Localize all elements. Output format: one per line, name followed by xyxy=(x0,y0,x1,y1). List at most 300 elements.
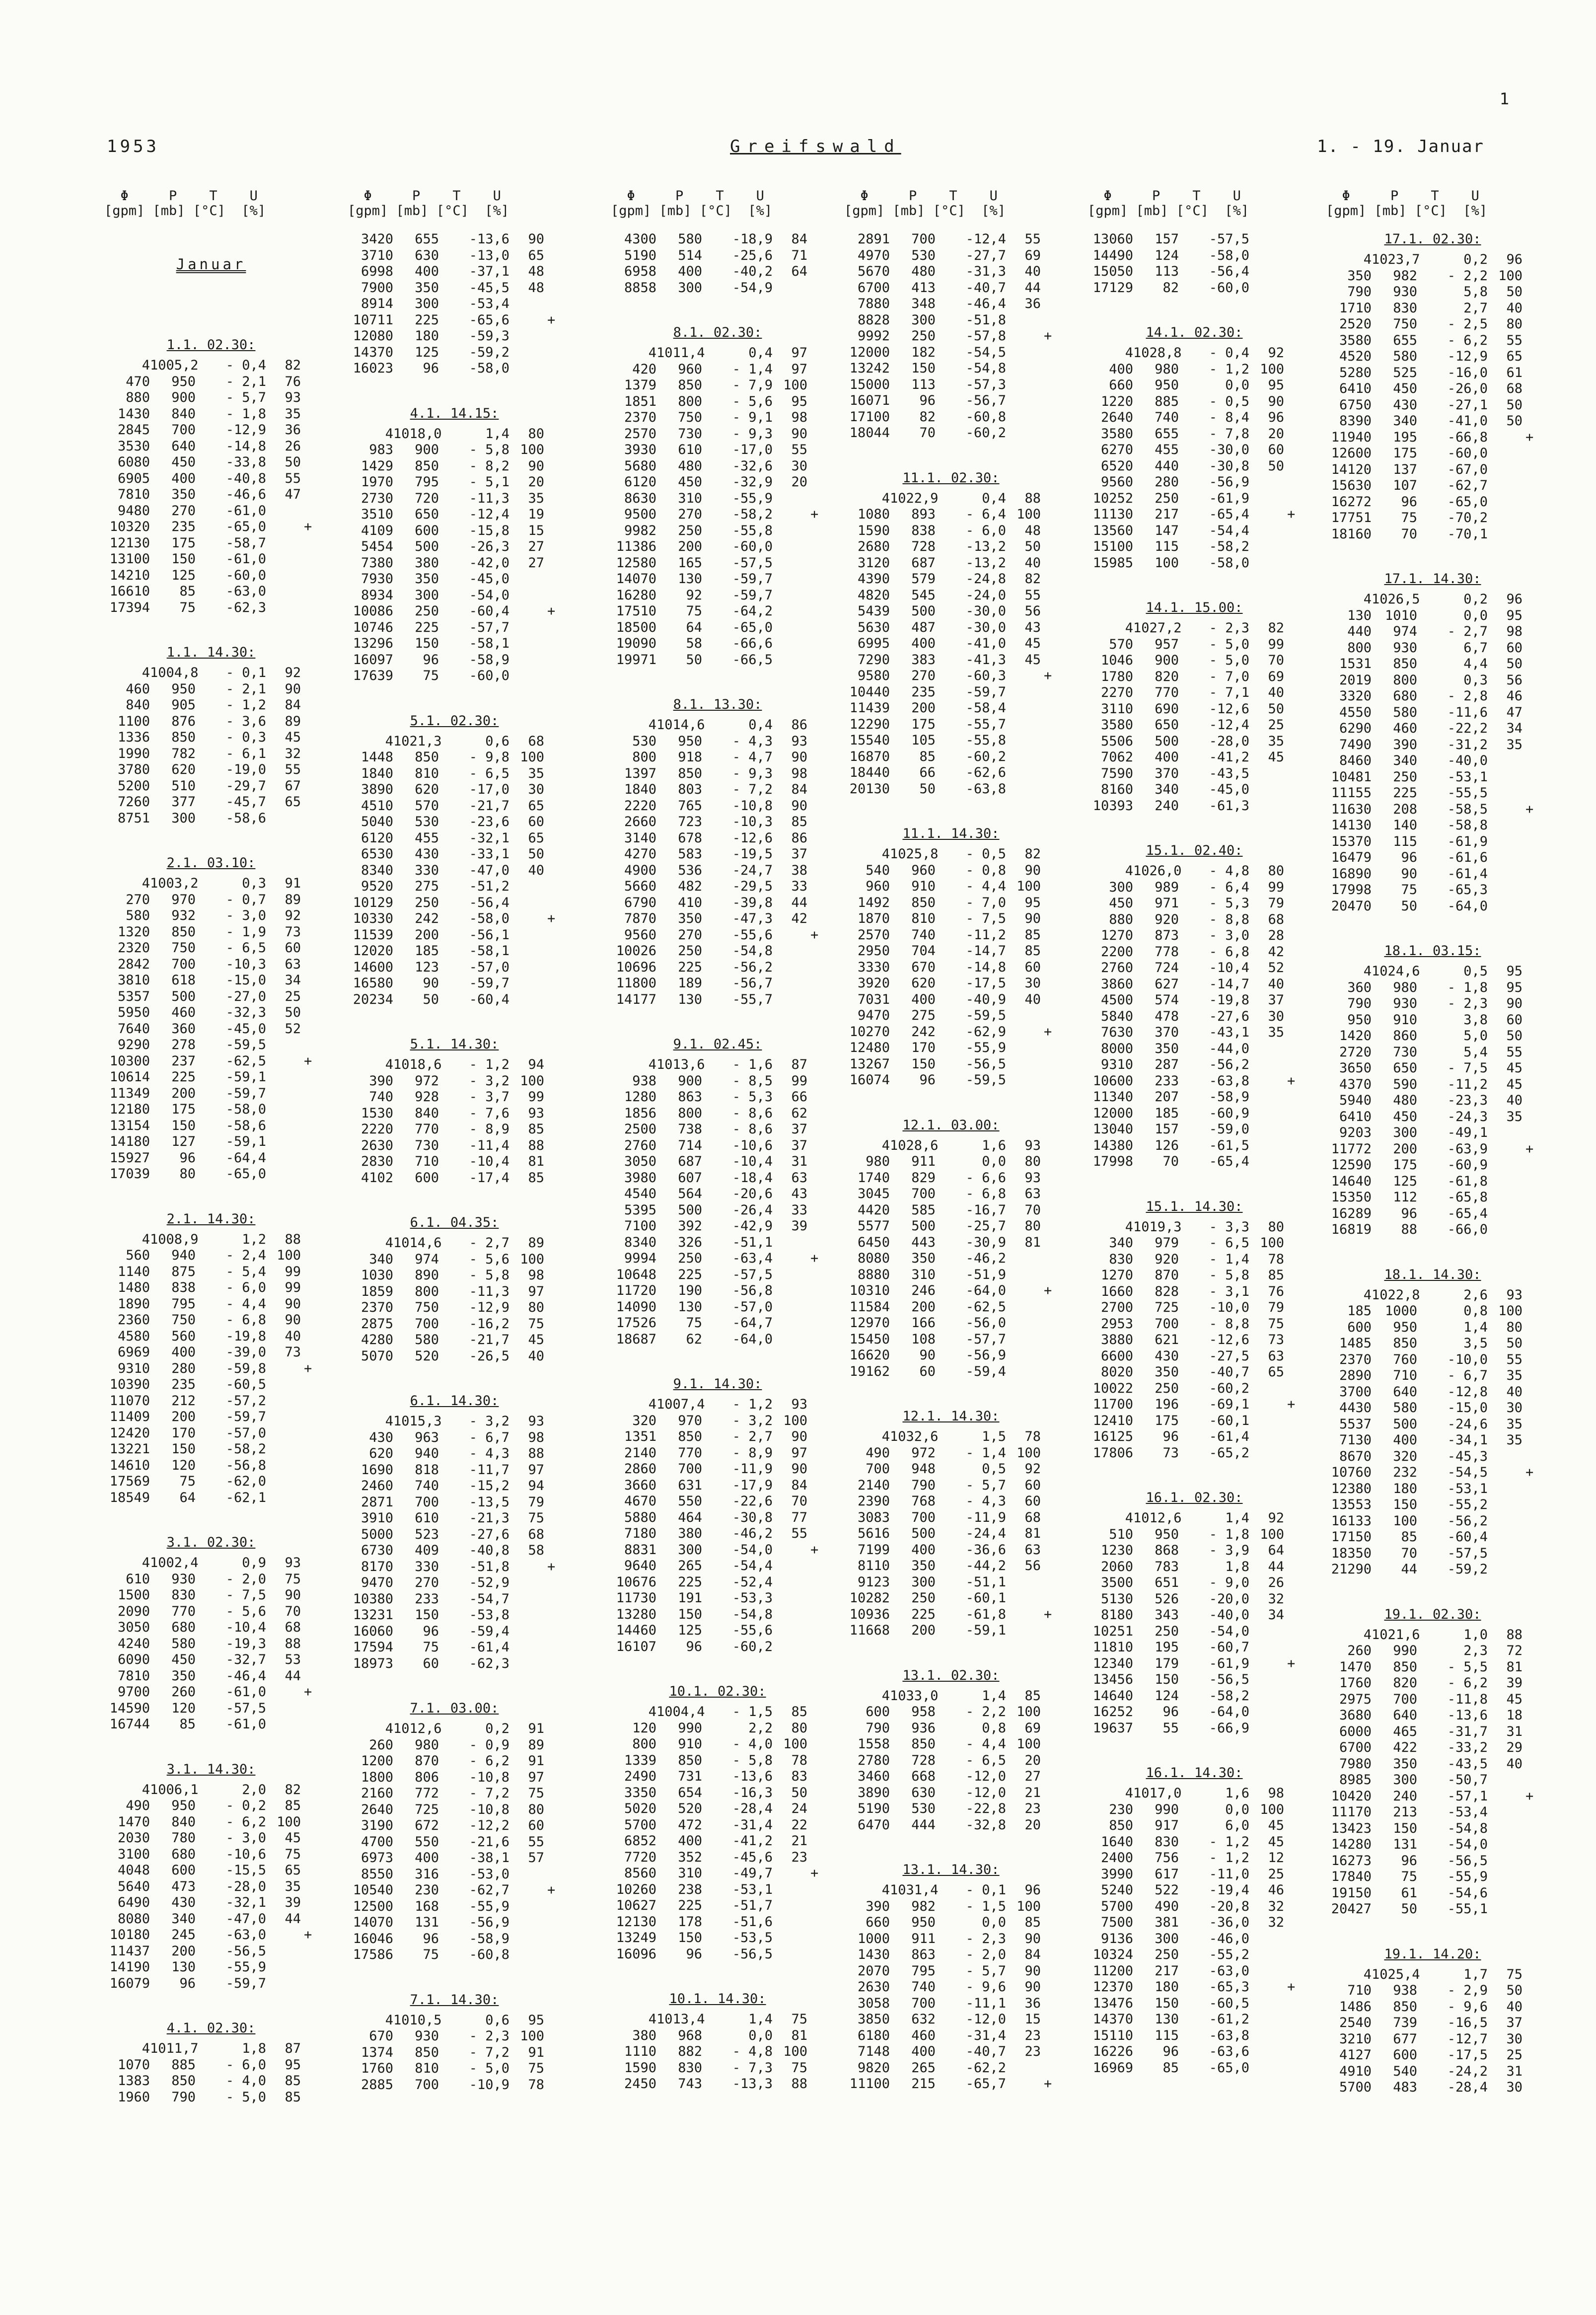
sounding-row xyxy=(104,1474,318,1490)
marker-cell xyxy=(1284,1947,1299,1963)
pressure-cell: 180 xyxy=(415,328,439,344)
marker-cell xyxy=(1041,2044,1056,2060)
temperature-cell: -45,0 xyxy=(225,1021,266,1037)
temperature-cell: -65,8 xyxy=(1447,1190,1488,1205)
humidity-cell xyxy=(1006,1332,1041,1348)
pressure-cell: 820 xyxy=(1155,669,1179,684)
pressure-cell: 66 xyxy=(919,765,936,780)
pressure-cell: 600 xyxy=(171,1863,196,1878)
sounding-row xyxy=(611,620,824,636)
geopotential-cell: 2390 xyxy=(857,1494,890,1509)
humidity-cell xyxy=(509,1624,544,1640)
pressure-cell: 270 xyxy=(911,668,936,683)
humidity-cell: 78 xyxy=(528,2077,544,2092)
pressure-cell: 530 xyxy=(911,247,936,263)
humidity-cell xyxy=(266,1086,301,1102)
pressure-cell: 340 xyxy=(1155,782,1179,797)
marker-cell xyxy=(1284,474,1299,491)
sounding-row xyxy=(844,1478,1058,1494)
pressure-cell: 185 xyxy=(415,943,439,959)
geopotential-cell: 3100 xyxy=(117,1846,150,1862)
pressure-cell: 96 xyxy=(423,652,439,668)
humidity-cell xyxy=(773,1639,807,1655)
humidity-cell xyxy=(1488,753,1523,769)
humidity-cell: 63 xyxy=(1024,1186,1041,1201)
geopotential-cell: 12380 xyxy=(1331,1481,1372,1496)
temperature-cell: -58,1 xyxy=(469,943,509,959)
marker-cell xyxy=(544,264,559,280)
sounding-row xyxy=(1088,1252,1301,1268)
geopotential-cell: 1140 xyxy=(117,1264,150,1279)
temperature-cell: -40,8 xyxy=(225,470,266,486)
pressure-cell: 550 xyxy=(678,1494,702,1509)
temperature-cell: - 4,4 xyxy=(965,1736,1006,1752)
temperature-cell: -59,1 xyxy=(225,1134,266,1149)
marker-cell: + xyxy=(304,1684,312,1700)
pressure-cell: 450 xyxy=(1393,381,1417,396)
marker-cell xyxy=(807,1106,822,1122)
column-2 xyxy=(348,189,561,2122)
pressure-cell: 990 xyxy=(1393,1643,1417,1658)
geopotential-cell: 11349 xyxy=(109,1085,150,1101)
pressure-cell: 175 xyxy=(1393,446,1417,461)
pressure-cell: 464 xyxy=(678,1509,702,1525)
marker-cell xyxy=(1284,1235,1299,1252)
humidity-cell xyxy=(1006,1315,1041,1332)
sounding-row xyxy=(104,390,318,406)
marker-cell xyxy=(807,992,822,1008)
marker-cell xyxy=(1284,1688,1299,1705)
temperature-cell: - 2,7 xyxy=(469,1235,509,1251)
humidity-cell: 98 xyxy=(791,410,807,425)
humidity-cell: 85 xyxy=(528,1170,544,1186)
humidity-cell: 31 xyxy=(1506,2063,1523,2079)
pressure-cell: 840 xyxy=(171,1814,196,1830)
temperature-cell: - 3,0 xyxy=(1209,928,1249,943)
humidity-cell xyxy=(773,975,807,992)
geopotential-cell: 5020 xyxy=(624,1801,656,1816)
sounding-row xyxy=(104,551,318,568)
sounding-row xyxy=(844,1931,1058,1947)
marker-cell xyxy=(807,798,822,815)
humidity-cell xyxy=(509,296,544,312)
humidity-cell: 82 xyxy=(285,358,301,373)
humidity-cell: 43 xyxy=(791,1186,807,1201)
pressure-cell: 430 xyxy=(415,846,439,862)
pressure-cell: 480 xyxy=(1393,1093,1417,1108)
sounding-row xyxy=(348,1268,561,1284)
marker-cell xyxy=(544,231,559,248)
marker-cell xyxy=(544,248,559,264)
geopotential-cell: 16107 xyxy=(616,1639,656,1654)
temperature-cell: - 5,8 xyxy=(732,1752,773,1768)
pressure-cell: 487 xyxy=(911,619,936,635)
pressure-cell: 810 xyxy=(911,911,936,926)
sounding-row xyxy=(1326,1400,1539,1417)
humidity-cell xyxy=(773,1574,807,1591)
marker-cell xyxy=(1041,1574,1056,1591)
temperature-cell: -27,5 xyxy=(1209,1348,1249,1364)
geopotential-cell: 8390 xyxy=(1339,413,1372,429)
pressure-cell: 1022,8 xyxy=(1372,1287,1420,1303)
pressure-cell: 580 xyxy=(1393,1400,1417,1416)
sounding-row xyxy=(348,636,561,652)
pressure-cell: 73 xyxy=(1162,1445,1179,1461)
pressure-cell: 750 xyxy=(1393,316,1417,332)
temperature-cell: -40,2 xyxy=(732,264,773,279)
sounding-row xyxy=(104,762,318,778)
marker-cell xyxy=(544,571,559,588)
humidity-cell xyxy=(509,312,544,329)
temperature-cell: - 4,3 xyxy=(965,1494,1006,1509)
geopotential-cell: 530 xyxy=(632,733,656,749)
pressure-cell: 525 xyxy=(1393,365,1417,380)
geopotential-cell: 7720 xyxy=(624,1849,656,1865)
sounding-row xyxy=(104,1441,318,1458)
marker-cell xyxy=(544,927,559,944)
marker-cell xyxy=(807,1235,822,1251)
humidity-cell: 100 xyxy=(1016,1704,1041,1719)
sounding-row xyxy=(1326,1789,1539,1805)
geopotential-cell: 390 xyxy=(369,1073,393,1089)
sounding-row xyxy=(844,1347,1058,1364)
sounding-row xyxy=(348,1057,561,1073)
marker-cell xyxy=(807,1930,822,1946)
pressure-cell: 770 xyxy=(1155,685,1179,700)
marker-cell xyxy=(1523,672,1537,689)
marker-cell xyxy=(544,1640,559,1656)
marker-cell: + xyxy=(810,507,819,522)
marker-cell xyxy=(1284,766,1299,782)
sounding-row xyxy=(104,892,318,908)
geopotential-cell: 4048 xyxy=(117,1863,150,1878)
marker-cell xyxy=(1041,1979,1056,1996)
geopotential-cell: 6790 xyxy=(624,895,656,910)
pressure-cell: 400 xyxy=(1393,1432,1417,1448)
geopotential-cell: 10393 xyxy=(1092,798,1133,814)
pressure-cell: 390 xyxy=(1393,737,1417,752)
sounding-row xyxy=(104,1377,318,1393)
marker-cell xyxy=(1284,1445,1299,1462)
pressure-cell: 950 xyxy=(1155,377,1179,393)
pressure-cell: 640 xyxy=(1393,1708,1417,1723)
temperature-cell: -59,7 xyxy=(225,1975,266,1991)
temperature-cell: - 2,3 xyxy=(965,1931,1006,1946)
marker-cell xyxy=(301,1879,316,1895)
marker-cell xyxy=(1284,442,1299,458)
pressure-cell: 770 xyxy=(678,1445,702,1461)
geopotential-cell: 2680 xyxy=(857,539,890,554)
pressure-cell: 58 xyxy=(686,636,702,651)
geopotential-cell: 6120 xyxy=(624,474,656,490)
pressure-cell: 50 xyxy=(1401,898,1417,914)
humidity-cell: 100 xyxy=(1016,879,1041,894)
pressure-cell: 157 xyxy=(1155,231,1179,247)
sounding-row xyxy=(348,458,561,475)
marker-cell xyxy=(1523,1885,1537,1902)
temperature-cell: -31,4 xyxy=(965,2027,1006,2043)
marker-cell: + xyxy=(1525,801,1534,817)
pressure-cell: 750 xyxy=(171,940,196,956)
temperature-cell: -10,4 xyxy=(469,1154,509,1169)
geopotential-cell: 12180 xyxy=(109,1102,150,1117)
pressure-cell: 550 xyxy=(415,1834,439,1850)
pressure-cell: 979 xyxy=(1155,1235,1179,1251)
humidity-cell: 95 xyxy=(528,2012,544,2028)
temperature-cell: - 2,2 xyxy=(965,1704,1006,1719)
marker-cell xyxy=(1523,316,1537,333)
sounding-row xyxy=(104,1021,318,1038)
geopotential-cell: 8080 xyxy=(857,1251,890,1266)
pressure-cell: 850 xyxy=(1393,656,1417,672)
humidity-cell: 85 xyxy=(1024,943,1041,959)
marker-cell: + xyxy=(547,911,556,926)
marker-cell xyxy=(1041,975,1056,992)
sounding-row xyxy=(1326,1643,1539,1659)
temperature-cell: -31,7 xyxy=(1447,1723,1488,1739)
temperature-cell: -60,0 xyxy=(732,539,773,554)
marker-cell xyxy=(1041,1008,1056,1024)
temperature-cell: 0,3 xyxy=(242,876,266,891)
pressure-cell: 950 xyxy=(171,1798,196,1813)
pressure-cell: 1000 xyxy=(1384,1303,1417,1319)
marker-cell xyxy=(807,1299,822,1316)
humidity-cell: 20 xyxy=(1268,426,1284,442)
pressure-cell: 75 xyxy=(179,599,196,615)
marker-cell xyxy=(544,960,559,976)
geopotential-cell: 7640 xyxy=(117,1021,150,1037)
humidity-cell: 46 xyxy=(1506,688,1523,704)
sounding-block xyxy=(348,1037,561,1186)
temperature-cell: -56,2 xyxy=(1209,1057,1249,1072)
pressure-cell: 175 xyxy=(171,535,196,551)
temperature-cell: - 6,5 xyxy=(469,765,509,781)
temperature-cell: -45,6 xyxy=(732,1849,773,1865)
marker-cell xyxy=(807,814,822,830)
sounding-row xyxy=(844,425,1058,442)
pressure-cell: 1008,9 xyxy=(150,1231,199,1247)
temperature-cell: 0,2 xyxy=(1463,252,1488,267)
marker-cell xyxy=(807,782,822,798)
marker-cell xyxy=(1284,345,1299,362)
sounding-row xyxy=(1088,491,1301,507)
pressure-cell: 829 xyxy=(911,1170,936,1186)
sounding-row xyxy=(1326,1692,1539,1708)
pressure-cell: 75 xyxy=(179,1474,196,1489)
humidity-cell: 30 xyxy=(791,458,807,474)
pressure-cell: 910 xyxy=(678,1736,702,1752)
sounding-row xyxy=(348,1252,561,1268)
geopotential-cell: 12970 xyxy=(849,1315,890,1331)
pressure-cell: 112 xyxy=(1393,1190,1417,1205)
pressure-cell: 760 xyxy=(1393,1351,1417,1367)
temperature-cell: -56,4 xyxy=(469,895,509,910)
geopotential-cell: 12590 xyxy=(1331,1157,1372,1173)
sounding-row xyxy=(611,1607,824,1623)
temperature-cell: - 8,9 xyxy=(469,1121,509,1137)
pressure-cell: 950 xyxy=(171,373,196,389)
geopotential-cell: 9310 xyxy=(117,1360,150,1376)
temperature-cell: - 3,0 xyxy=(225,908,266,923)
marker-cell xyxy=(807,1720,822,1737)
marker-cell xyxy=(301,422,316,439)
sounding-row xyxy=(611,1914,824,1931)
sounding-row xyxy=(1326,802,1539,818)
temperature-cell: -61,8 xyxy=(965,1606,1006,1622)
geopotential-cell: 20427 xyxy=(1331,1901,1372,1917)
pressure-cell: 700 xyxy=(911,1509,936,1525)
temperature-cell: - 5,4 xyxy=(225,1264,266,1279)
pressure-cell: 520 xyxy=(678,1801,702,1816)
temperature-cell: - 1,2 xyxy=(1209,1850,1249,1866)
sounding-row xyxy=(1326,1627,1539,1643)
humidity-cell xyxy=(1006,361,1041,377)
marker-cell xyxy=(544,1430,559,1446)
sounding-row xyxy=(844,603,1058,620)
geopotential-cell: 3880 xyxy=(1100,1332,1133,1347)
sounding-row xyxy=(1326,1756,1539,1773)
humidity-cell: 35 xyxy=(1506,737,1523,752)
geopotential-cell: 3140 xyxy=(624,830,656,846)
humidity-cell: 85 xyxy=(1024,1688,1041,1704)
sounding-row xyxy=(1088,1041,1301,1057)
marker-cell xyxy=(807,863,822,879)
humidity-cell xyxy=(266,1490,301,1506)
geopotential-cell: 4 xyxy=(881,1137,890,1153)
sounding-row xyxy=(1088,1575,1301,1591)
temperature-cell: -40,7 xyxy=(1209,1364,1249,1380)
marker-cell xyxy=(1041,1801,1056,1817)
marker-cell xyxy=(1041,393,1056,409)
pressure-cell: 300 xyxy=(678,1542,702,1558)
pressure-cell: 96 xyxy=(919,1072,936,1088)
pressure-cell: 70 xyxy=(919,425,936,441)
geopotential-cell: 380 xyxy=(632,2027,656,2043)
pressure-cell: 85 xyxy=(179,584,196,599)
humidity-cell xyxy=(1006,1623,1041,1639)
pressure-cell: 905 xyxy=(171,697,196,713)
humidity-cell: 78 xyxy=(1024,1429,1041,1444)
pressure-cell: 225 xyxy=(678,1267,702,1282)
humidity-cell: 52 xyxy=(1268,960,1284,975)
marker-cell xyxy=(1523,1804,1537,1821)
pressure-cell: 980 xyxy=(415,1737,439,1753)
pressure-cell: 1026,0 xyxy=(1133,863,1182,879)
marker-cell xyxy=(1523,1125,1537,1141)
marker-cell xyxy=(544,588,559,604)
marker-cell xyxy=(1284,2012,1299,2028)
marker-cell xyxy=(807,377,822,394)
geopotential-cell: 11409 xyxy=(109,1409,150,1424)
geopotential-cell: 9290 xyxy=(117,1037,150,1052)
pressure-cell: 200 xyxy=(678,539,702,554)
pressure-cell: 564 xyxy=(678,1186,702,1201)
pressure-cell: 1024,6 xyxy=(1372,964,1420,979)
marker-cell xyxy=(544,749,559,766)
pressure-cell: 250 xyxy=(1155,490,1179,506)
marker-cell xyxy=(301,1652,316,1668)
geopotential-cell: 10086 xyxy=(353,603,393,619)
geopotential-cell: 11437 xyxy=(109,1943,150,1959)
marker-cell xyxy=(1041,879,1056,895)
marker-cell xyxy=(1284,1041,1299,1057)
sounding-row xyxy=(844,863,1058,879)
temperature-cell: -40,7 xyxy=(965,280,1006,296)
temperature-cell: -41,3 xyxy=(965,652,1006,668)
marker-cell xyxy=(1523,834,1537,850)
pressure-cell: 655 xyxy=(1393,332,1417,348)
humidity-cell: 90 xyxy=(791,426,807,442)
sounding-row xyxy=(844,1979,1058,1996)
marker-cell xyxy=(544,798,559,815)
geopotential-cell: 15630 xyxy=(1331,478,1372,493)
sounding-row xyxy=(348,1106,561,1122)
geopotential-cell: 12290 xyxy=(849,716,890,732)
geopotential-cell: 10540 xyxy=(353,1882,393,1898)
pressure-cell: 350 xyxy=(415,571,439,587)
geopotential-cell: 10481 xyxy=(1331,769,1372,785)
temperature-cell: -51,9 xyxy=(965,1267,1006,1282)
humidity-cell: 97 xyxy=(528,1769,544,1785)
humidity-cell: 40 xyxy=(1268,976,1284,992)
temperature-cell: -53,4 xyxy=(469,296,509,311)
marker-cell xyxy=(1284,362,1299,378)
geopotential-cell: 13267 xyxy=(849,1056,890,1072)
temperature-cell: -40,0 xyxy=(1209,1607,1249,1623)
geopotential-cell: 14070 xyxy=(353,1915,393,1930)
temperature-cell: -58,7 xyxy=(225,535,266,551)
humidity-cell xyxy=(773,1332,807,1348)
marker-cell xyxy=(1041,684,1056,701)
geopotential-cell: 320 xyxy=(632,1413,656,1428)
sounding-row xyxy=(1088,1284,1301,1300)
humidity-cell xyxy=(773,1623,807,1639)
pressure-cell: 795 xyxy=(415,474,439,490)
temperature-cell: -10,4 xyxy=(732,1154,773,1169)
sounding-row xyxy=(611,1720,824,1737)
pressure-cell: 85 xyxy=(1401,1529,1417,1545)
humidity-cell xyxy=(1249,1947,1284,1963)
humidity-cell xyxy=(1006,717,1041,733)
sounding-row xyxy=(844,588,1058,604)
sounding-row xyxy=(844,1526,1058,1542)
sounding-row xyxy=(611,264,824,280)
pressure-cell: 850 xyxy=(678,1752,702,1768)
pressure-cell: 430 xyxy=(1393,397,1417,413)
marker-cell xyxy=(1041,1429,1056,1445)
marker-cell xyxy=(1284,426,1299,443)
sounding-row xyxy=(1326,964,1539,980)
humidity-cell: 50 xyxy=(791,1785,807,1800)
pressure-cell: 352 xyxy=(678,1849,702,1865)
temperature-cell: -11,1 xyxy=(965,1995,1006,2011)
temperature-cell: -55,7 xyxy=(732,991,773,1007)
sounding-row xyxy=(1326,1481,1539,1497)
pressure-cell: 242 xyxy=(415,911,439,926)
geopotential-cell: 3910 xyxy=(361,1510,393,1526)
pressure-cell: 830 xyxy=(678,2060,702,2076)
geopotential-cell: 16969 xyxy=(1092,2060,1133,2076)
pressure-cell: 460 xyxy=(1393,721,1417,736)
geopotential-cell: 16890 xyxy=(1331,866,1372,882)
humidity-cell: 65 xyxy=(528,830,544,846)
humidity-cell: 32 xyxy=(285,746,301,761)
humidity-cell: 63 xyxy=(791,1170,807,1186)
temperature-cell: - 5,0 xyxy=(1209,636,1249,652)
temperature-cell: 5,8 xyxy=(1463,284,1488,299)
sounding-row xyxy=(348,1737,561,1754)
humidity-cell xyxy=(1249,1996,1284,2012)
